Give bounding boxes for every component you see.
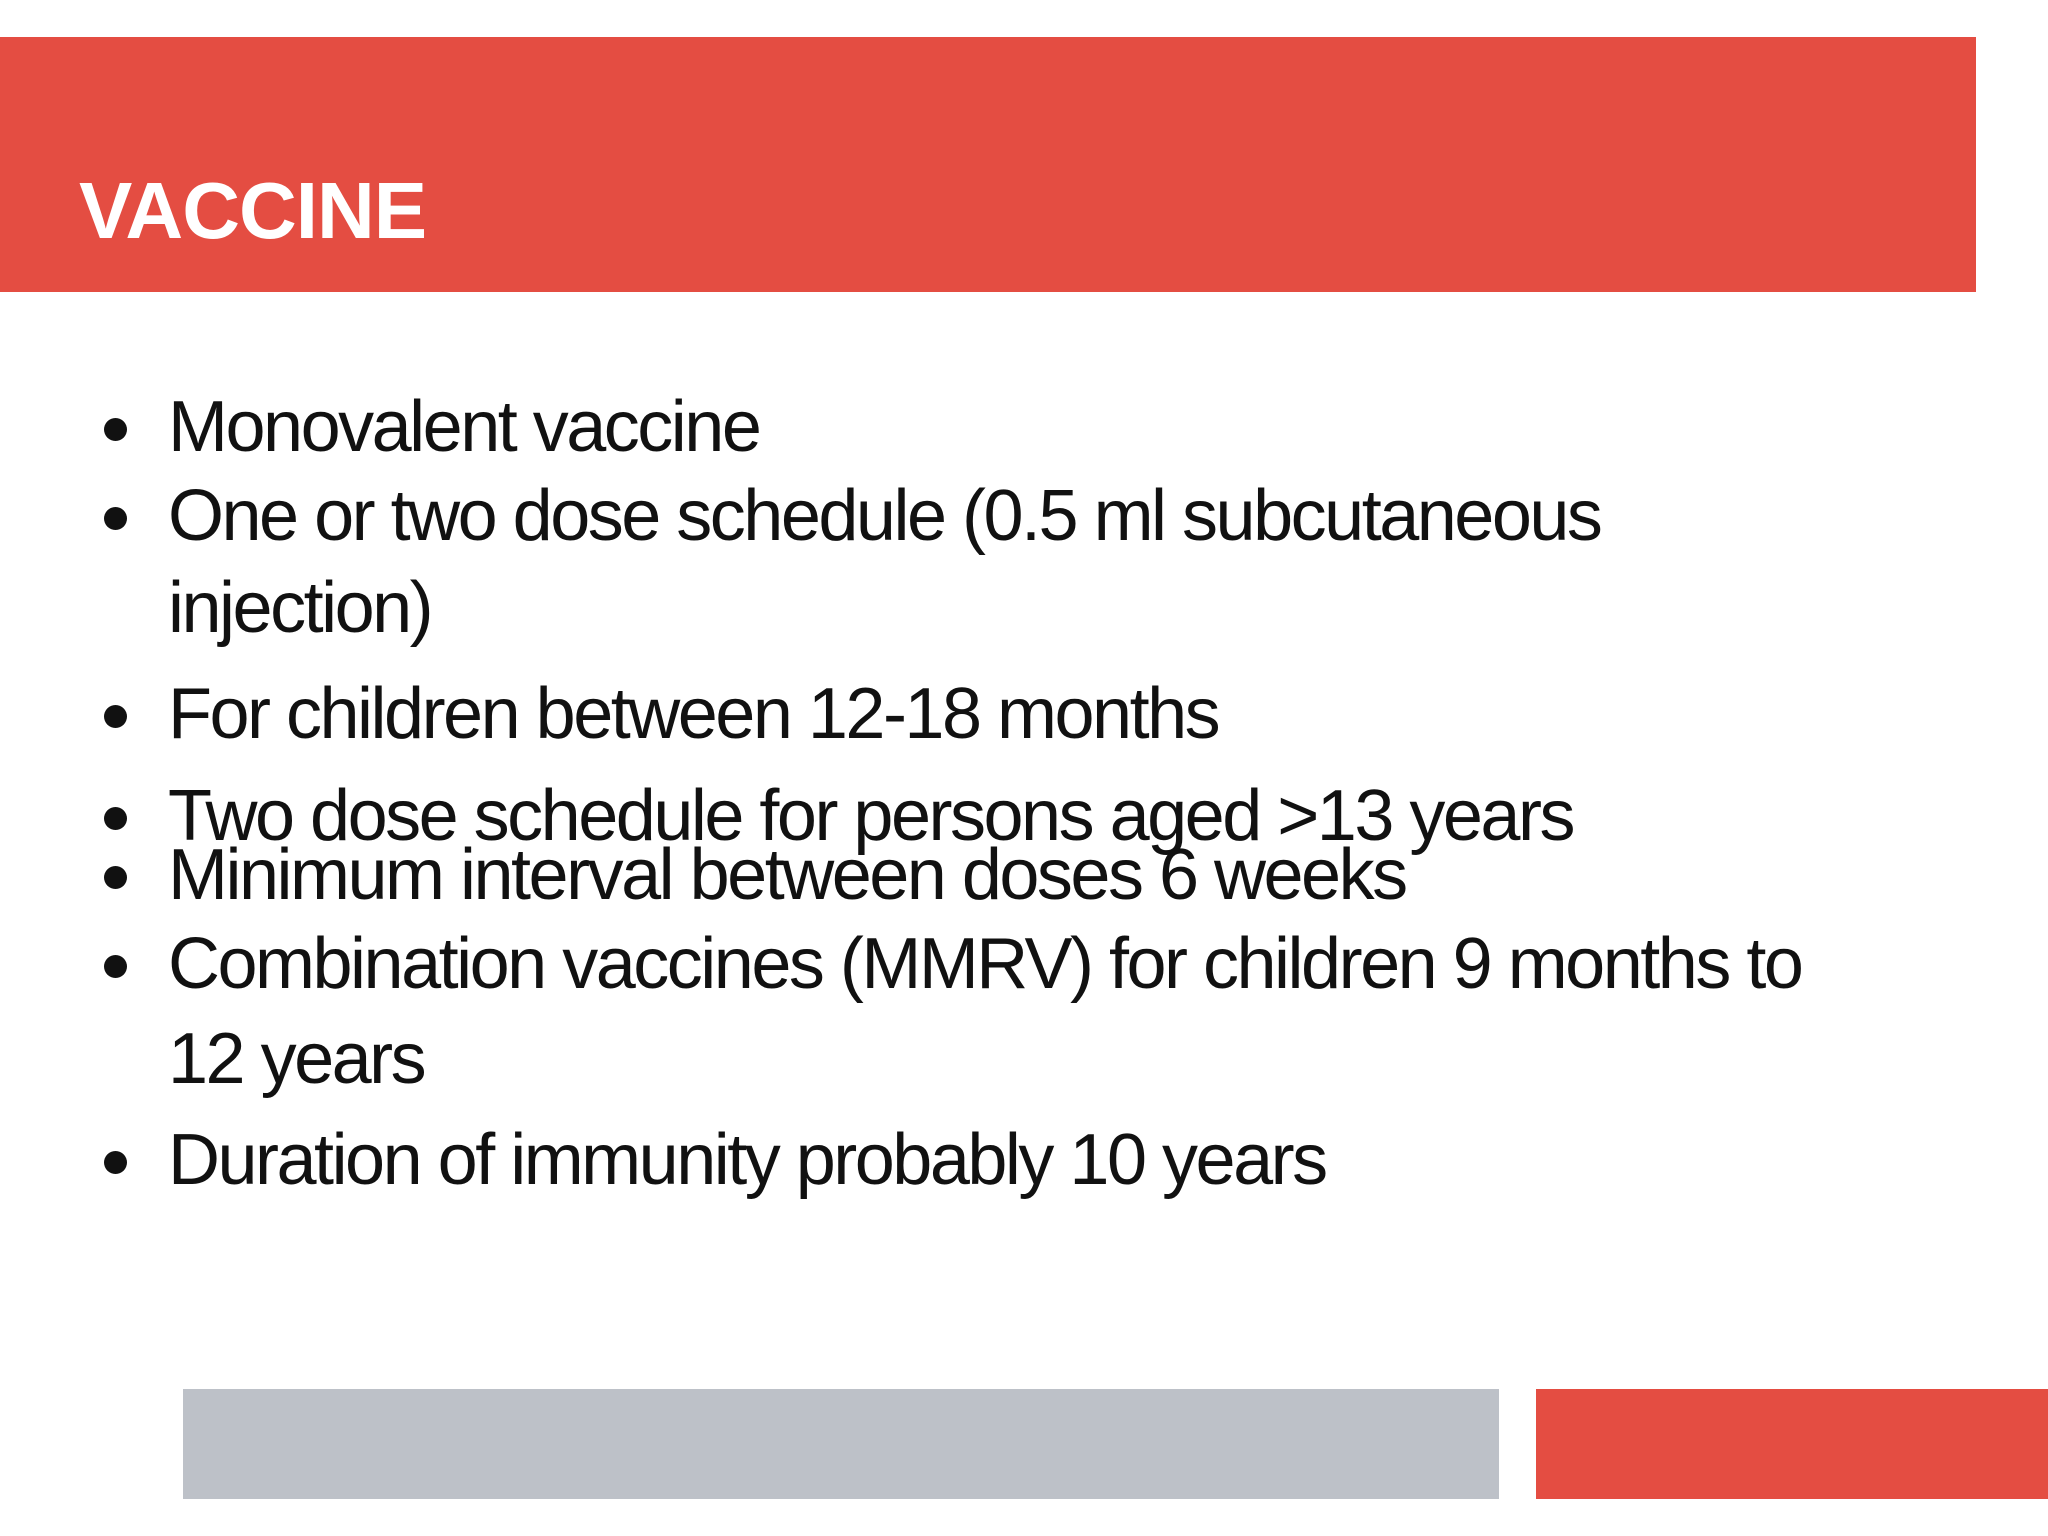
bullet-item-1: Monovalent vaccine <box>168 387 760 467</box>
bullet-item-3: For children between 12-18 months <box>168 674 1219 754</box>
bullet-item-5: Minimum interval between doses 6 weeks <box>168 835 1406 915</box>
bullet-icon <box>104 807 127 830</box>
bullet-item-7: Duration of immunity probably 10 years <box>168 1120 1326 1200</box>
bullet-icon <box>104 418 127 441</box>
bullet-item-4: Two dose schedule for persons aged >13 years <box>168 776 1573 856</box>
bullet-icon <box>104 1151 127 1174</box>
bullet-icon <box>104 705 127 728</box>
slide-title: VACCINE <box>79 166 427 255</box>
bullet-item-2-line-2: injection) <box>168 568 432 648</box>
bullet-icon <box>104 866 127 889</box>
footer-red-bar <box>1536 1389 2048 1499</box>
bullet-item-2-line-1: One or two dose schedule (0.5 ml subcutaneous <box>168 476 1601 556</box>
bullet-item-6-line-1: Combination vaccines (MMRV) for children 9 months to <box>168 924 1802 1004</box>
bullet-item-6-line-2: 12 years <box>168 1019 425 1099</box>
footer-gray-bar <box>183 1389 1499 1499</box>
bullet-icon <box>104 955 127 978</box>
bullet-icon <box>104 507 127 530</box>
